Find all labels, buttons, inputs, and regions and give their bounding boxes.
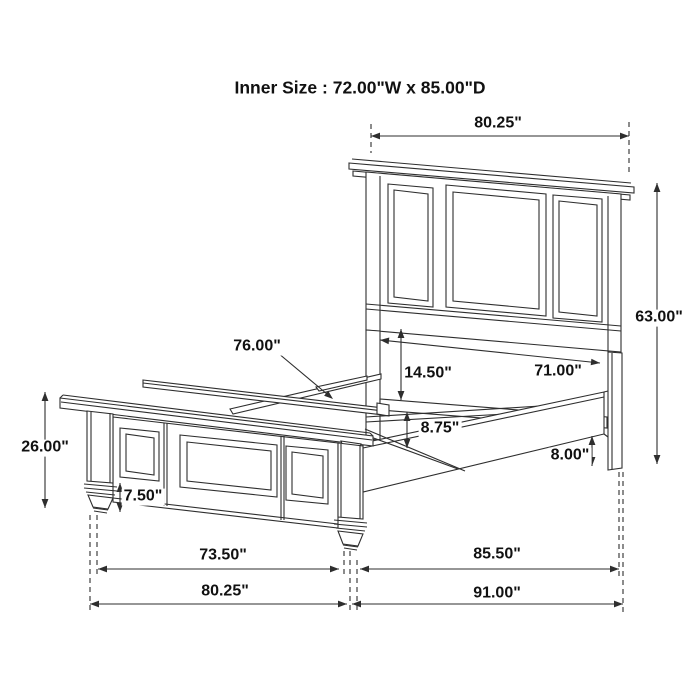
footboard (60, 395, 373, 550)
dim-side-rail-height: 8.75" (420, 419, 460, 437)
dim-footboard-width: 80.25" (201, 582, 249, 600)
dim-headboard-inner-width: 71.00" (534, 362, 582, 380)
dim-footboard-inner-width: 73.50" (199, 546, 247, 564)
dim-footboard-height: 26.00" (21, 438, 69, 456)
dim-headboard-width: 80.25" (474, 114, 522, 132)
dim-footboard-leg-height: 7.50" (123, 487, 163, 505)
dim-headboard-height: 63.00" (635, 308, 683, 326)
dim-rail-floor-clearance: 8.00" (550, 446, 590, 464)
dim-panel-to-deck: 14.50" (404, 364, 452, 382)
dim-inner-depth-span: 85.50" (473, 545, 521, 563)
dim-rail-length: 76.00" (233, 337, 281, 355)
dim-overall-depth: 91.00" (473, 584, 521, 602)
diagram-title: Inner Size : 72.00"W x 85.00"D (234, 77, 486, 98)
